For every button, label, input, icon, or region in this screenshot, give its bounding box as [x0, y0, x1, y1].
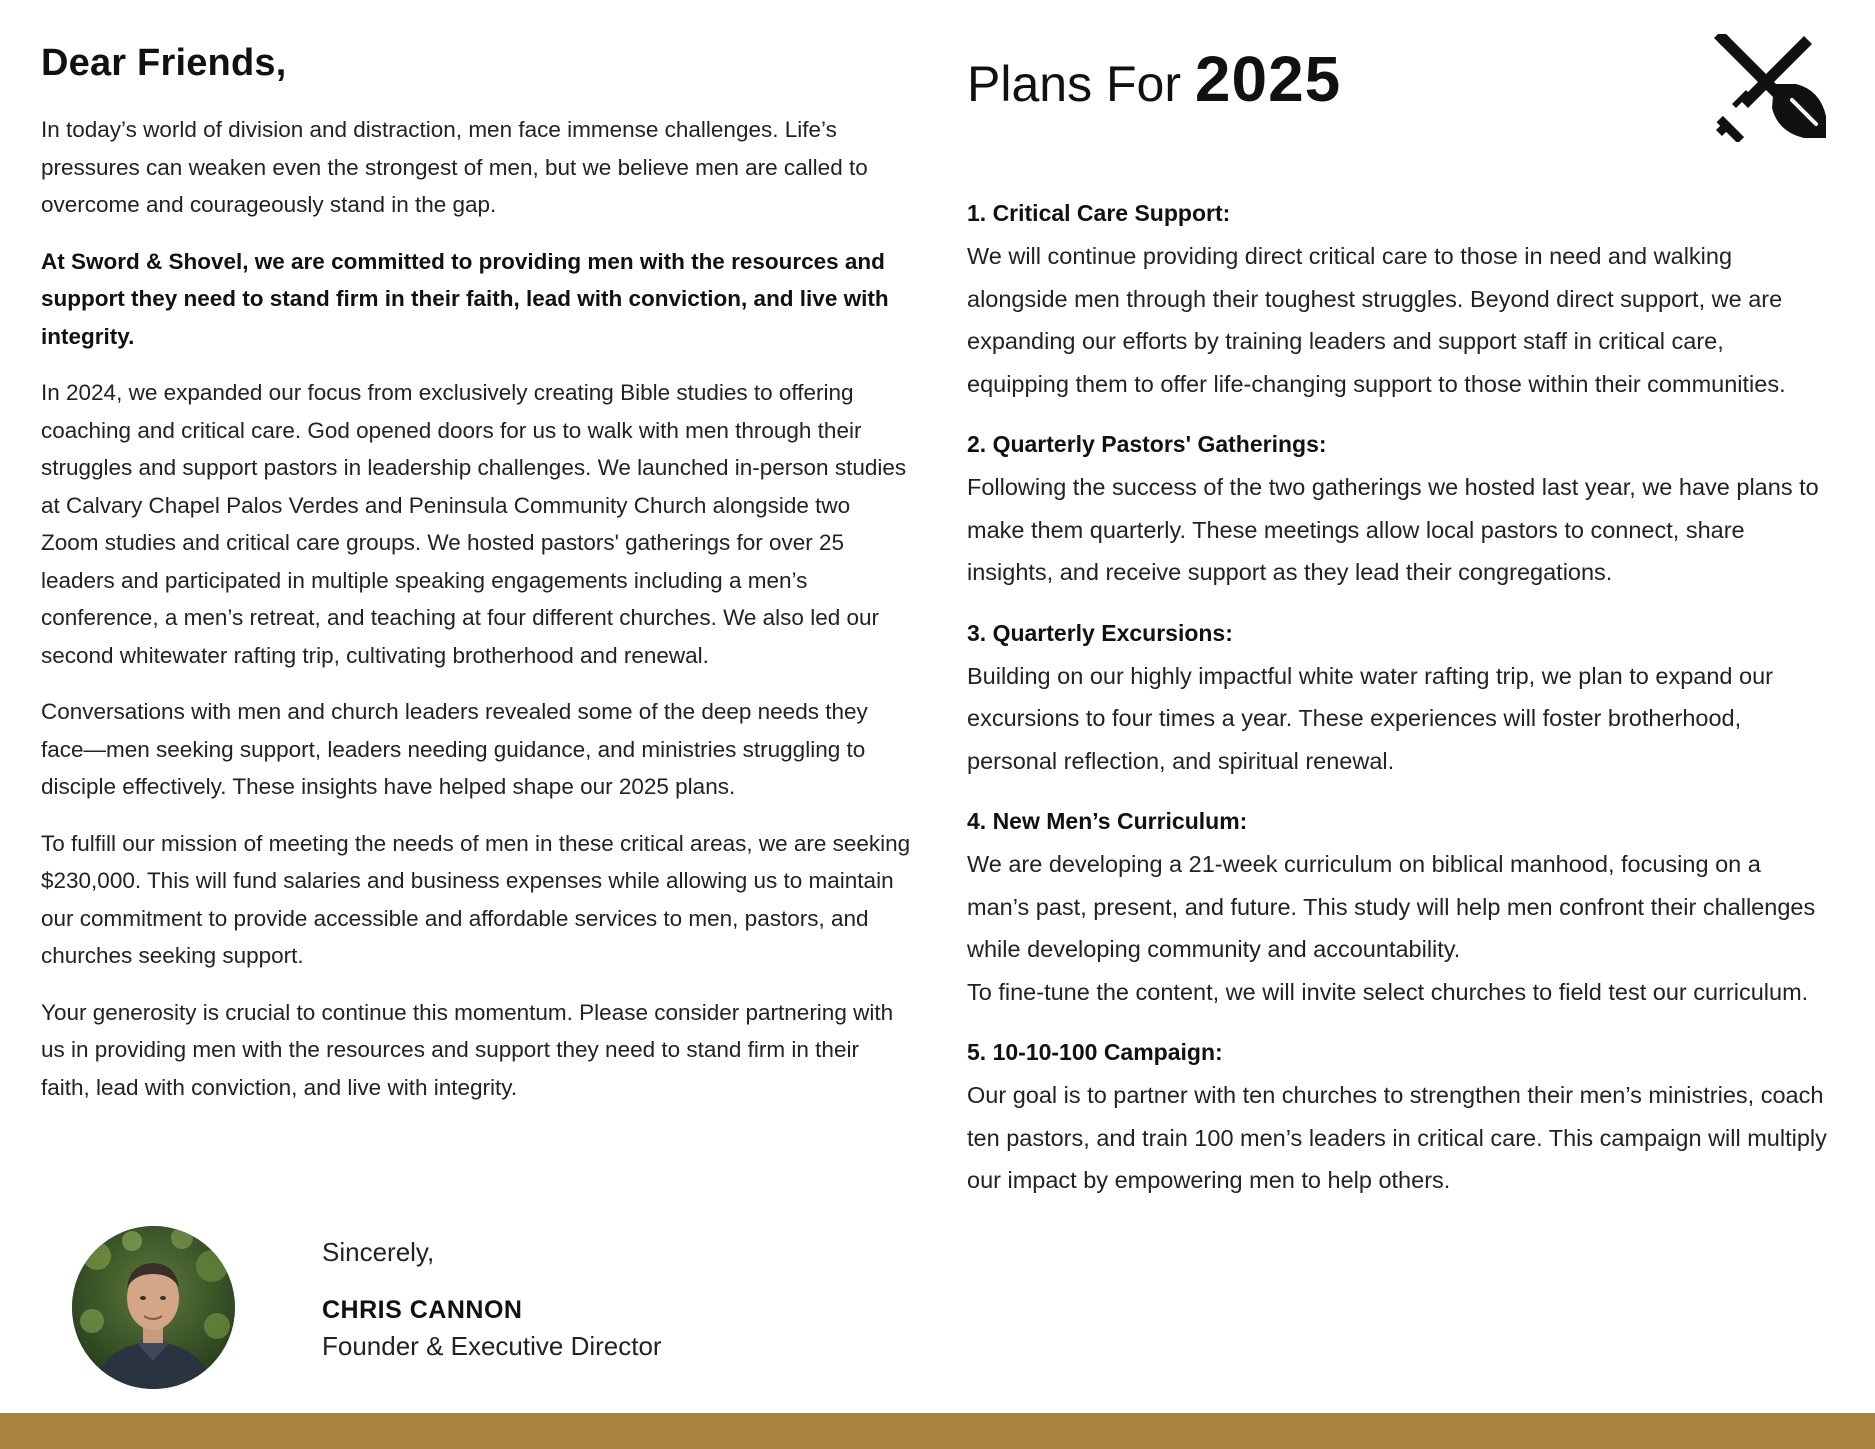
letter-greeting: Dear Friends,	[41, 42, 287, 84]
plan-heading: 2. Quarterly Pastors' Gatherings:	[967, 431, 1327, 457]
signer-name: CHRIS CANNON	[322, 1296, 523, 1324]
plan-body: Building on our highly impactful white water rafting trip, we plan to expand our excursions to four times a year. These experiences will foster brotherhood, personal reflection, and spiritual renewal.	[967, 662, 1773, 774]
plan-body: Following the success of the two gatherings we hosted last year, we have plans to make them quarterly. These meetings allow local pastors to connect, share insights, and receive support as they lead their congregations.	[967, 474, 1819, 585]
plan-item	[967, 200, 1827, 405]
avatar	[72, 1226, 235, 1389]
plan-body: We are developing a 21-week curriculum on biblical manhood, focusing on a man’s past, present, and future. This study will help men confront their challenges while developing community and accountability.	[967, 851, 1816, 962]
plan-item	[967, 1039, 1827, 1202]
plan-heading: 3. Quarterly Excursions:	[967, 619, 1233, 646]
plans-title-prefix: Plans For	[967, 56, 1181, 112]
letter-paragraph-appeal: Your generosity is crucial to continue this momentum. Please consider partnering with us in providing men with the resources and support they need to stand firm in their faith, lead with conviction, and live with integrity.	[41, 999, 894, 1100]
plans-title	[967, 40, 1827, 118]
closing-text: Sincerely,	[322, 1237, 435, 1267]
letter-signoff	[41, 1225, 911, 1390]
plans-list	[967, 200, 1827, 1202]
letter-paragraph-1: In today’s world of division and distraction, men face immense challenges. Life’s pressures can weaken even the strongest of men, but we believe men are called to overcome and courageously stand in the gap.	[41, 117, 868, 217]
letter-mission-statement: At Sword & Shovel, we are committed to providing men with the resources and support they need to stand firm in their faith, lead with conviction, and live with integrity.	[41, 248, 889, 349]
letter-paragraph-2024-review: In 2024, we expanded our focus from exclusively creating Bible studies to offering coaching and critical care. God opened doors for us to walk with men through their struggles and support pastors in leadership challenges. We launched in-person studies at Calvary Chapel Palos Verdes and Peninsula Community Church alongside two Zoom studies and critical care groups. We hosted pastors' gatherings for over 25 leaders and participated in multiple speaking engagements including a men’s conference, a men’s retreat, and teaching at four different churches. We also led our second whitewater rafting trip, cultivating brotherhood and renewal.	[41, 380, 907, 668]
plan-heading: 4. New Men’s Curriculum:	[967, 808, 1248, 834]
footer-accent-bar	[0, 1413, 1875, 1449]
letter-column	[41, 42, 911, 1125]
signer-title: Founder & Executive Director	[322, 1331, 662, 1361]
plan-item	[967, 808, 1827, 1013]
plan-body: Our goal is to partner with ten churches to strengthen their men’s ministries, coach ten pastors, and train 100 men’s leaders in critical care. This campaign will multiply our impact by empowering men to help others.	[967, 1082, 1827, 1193]
signature-block	[322, 1237, 662, 1362]
plans-title-year: 2025	[1194, 43, 1342, 115]
plan-item	[967, 620, 1827, 783]
plan-heading: 5. 10-10-100 Campaign:	[967, 1039, 1223, 1065]
letter-paragraph-needs: Conversations with men and church leaders revealed some of the deep needs they face—men seeking support, leaders needing guidance, and ministries struggling to disciple effectively. These insights have helped shape our 2025 plans.	[41, 699, 868, 799]
plan-item	[967, 431, 1827, 594]
sword-shovel-logo-icon	[1712, 34, 1830, 142]
plans-column	[967, 40, 1827, 1228]
portrait-photo	[72, 1226, 235, 1389]
plan-heading: 1. Critical Care Support:	[967, 200, 1231, 226]
letter-paragraph-funding: To fulfill our mission of meeting the needs of men in these critical areas, we are seeking $230,000. This will fund salaries and business expenses while allowing us to maintain our commitment to provide accessible and affordable services to men, pastors, and churches seeking support.	[41, 830, 911, 968]
plan-body-continued: To fine-tune the content, we will invite select churches to field test our curriculum.	[967, 978, 1809, 1005]
plan-body: We will continue providing direct critical care to those in need and walking alongside men through their toughest struggles. Beyond direct support, we are expanding our efforts by training leaders and support staff in critical care, equipping them to offer life-changing support to those within their communities.	[967, 243, 1786, 397]
